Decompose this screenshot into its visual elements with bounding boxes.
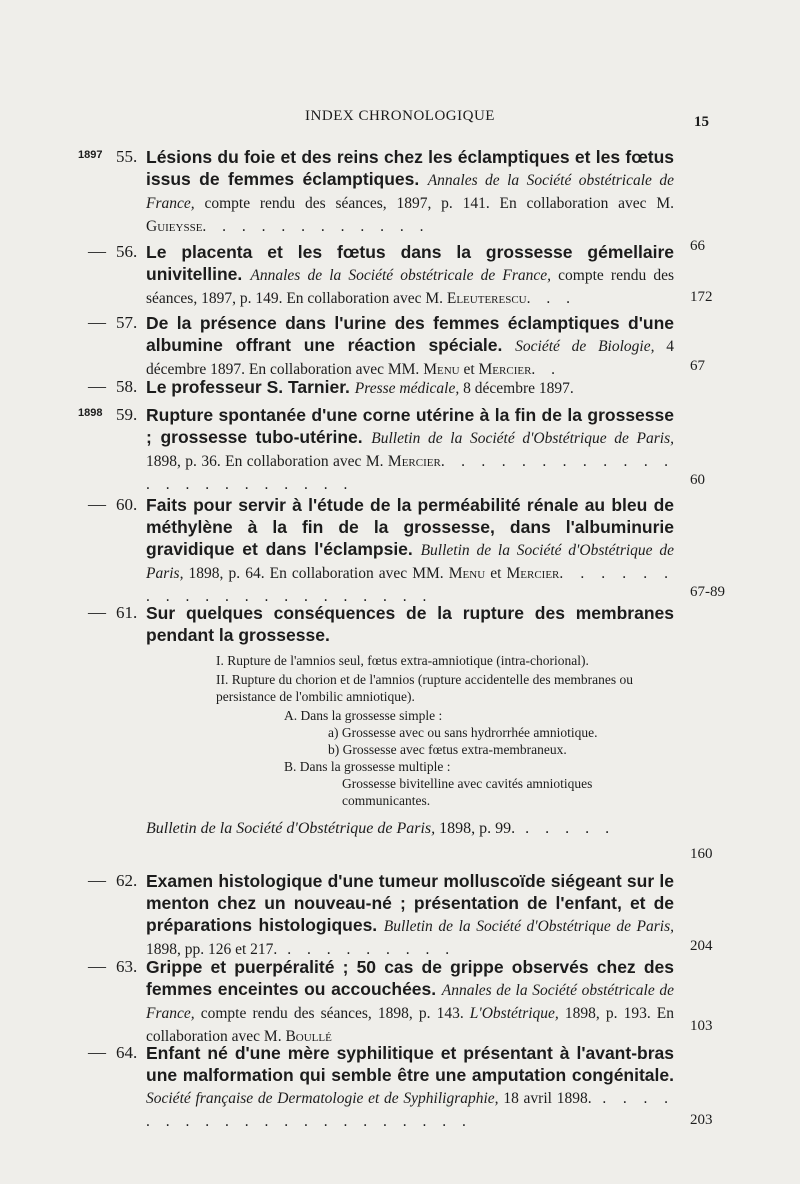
entry-journal: Bulletin de la Société d'Obstétrique de Paris,	[146, 820, 436, 837]
entry-author: Mercier	[506, 565, 560, 582]
entry-year: 1897	[78, 149, 103, 161]
book-page: INDEX CHRONOLOGIQUE 15 1897 55. Lésions du foie et des reins chez les éclamptiques et les fœtus issus de femmes éclamptiques. Annales de la Société obstétricale de France, compte rendu des séances, 1897, p. 141. En collaboration avec M. Guieysse. . . . . . . . . . . . 66 — 56. Le placenta et les fœtus dans la grossesse gémellaire univitelline. Annales de la Société obstétricale de France, compte rendu des séances, 1897, p. 149. En collaboration avec M. Eleuterescu. . . 172 — 57. De la présence dans l'urine des femmes éclamptiques d'une albumine offrant une réaction spéciale. Société de Biologie, 4 décembre 1897. En collaboration avec MM. Menu et Mercier. . 67 — 58. Le professeur S. Tarnier. Presse médicale, 8 décembre 1897. 1898 59. Rupture spontanée d'une corne utérine à la fin de la grossesse ; grossesse tubo-utérine. Bulletin de la Société d'Obstétrique de Paris, 1898, p. 36. En collaboration avec M. Mercier. . . . . . . . . . . . . . . . . . . . . . . 60 — 60. Faits pour servir à l'étude de la perméabilité rénale au bleu de méthylène à la fin de la grossesse, dans l'albuminurie gravidique et dans l'éclampsie. Bulletin de la Société d'Obstétrique de Paris, 1898, p. 64. En collaboration avec MM. Menu et Mercier. . . . . . . . . . . . . . . . . . . . . 67-89 — 61. Sur quelques conséquences de la rupture des membranes pendant la grossesse. I. Rupture de l'amnios seul, fœtus extra-amniotique (intra-chorional). II. Rupture du chorion et de l'amnios (rupture accidentelle des membranes ou persistance de l'ombilic amniotique). A. Dans la grossesse simple : a) Grossesse avec ou sans hydrorrhée amniotique. b) Grossesse avec fœtus extra-membraneux. B. Dans la grossesse multiple : Grossesse bivitelline avec cavités amniotiques communicantes. Bulletin de la Société d'Obstétrique de Paris, 1898, p. 99. . . . . . 160 — 62. Examen histologique d'une tumeur molluscoïde siégeant sur le menton chez un nouveau-né ; présentation de l'enfant, et de préparations histologiques. Bulletin de la Société d'Obstétrique de Paris, 1898, pp. 126 et 217. . . . . . . . . . 204 — 63. Grippe et puerpéralité ; 50 cas de grippe observés chez des femmes enceintes ou accouchées. Annales de la Société obstétricale de France, compte rendu des séances, 1898, p. 143. L'Obstétrique, 1898, p. 193. En collaboration avec M. Boullé 103 — 64. Enfant né d'une mère syphilitique et présentant à l'avant-bras une malformation qui semble être une amputation congénitale. Société française de Dermatologie et de Syphiligraphie, 18 avril 1898. . . . . . . . . . . . . . . . . . . . . . 203	[0, 0, 800, 1184]
outline-item-b1: Grossesse bivitelline avec cavités amniotiques communicantes.	[342, 776, 593, 808]
entry-journal: L'Obstétrique,	[469, 1005, 559, 1022]
entry-number: 63.	[116, 957, 138, 976]
entry-dash: —	[88, 956, 106, 976]
entry-journal: Société française de Dermatologie et de Syphiligraphie,	[146, 1090, 499, 1107]
entry-author: Mercier	[478, 361, 532, 378]
entry-title: Le placenta et les fœtus dans la grossesse gémellaire univitelline.	[146, 242, 674, 284]
entry-author: Mercier	[387, 453, 441, 470]
entry-page-ref: 103	[690, 1018, 713, 1034]
entry-author: Guieysse	[146, 218, 203, 235]
entry-journal: Société de Biologie,	[515, 338, 655, 355]
entry-number: 60.	[116, 495, 138, 514]
entry-journal: Bulletin de la Société d'Obstétrique de Paris,	[383, 918, 674, 935]
entry-conjunction: et	[463, 361, 475, 378]
outline-item-a2: b) Grossesse avec fœtus extra-membraneux.	[328, 742, 567, 757]
entry-dash: —	[88, 312, 106, 332]
entry-author: Menu	[448, 565, 486, 582]
entry-dash: —	[88, 241, 106, 261]
entry-page-ref: 203	[690, 1112, 713, 1128]
entry-page-ref: 66	[690, 238, 705, 254]
entry-journal: Bulletin de la Société d'Obstétrique de Paris,	[371, 430, 674, 447]
entry-number: 61.	[116, 603, 138, 622]
entry-title: De la présence dans l'urine des femmes éclamptiques d'une albumine offrant une réaction spéciale.	[146, 313, 674, 355]
entry-author: Eleuterescu	[446, 290, 527, 307]
entry-conjunction: et	[490, 565, 502, 582]
entry-journal: Annales de la Société obstétricale de France,	[250, 267, 552, 284]
entry-page-ref: 204	[690, 938, 713, 954]
entry-author: Boullé	[285, 1028, 332, 1045]
entry-year: 1898	[78, 407, 103, 419]
outline-item-i: I. Rupture de l'amnios seul, fœtus extra-amniotique (intra-chorional).	[216, 653, 589, 668]
entry-reference: 8 décembre 1897.	[463, 380, 574, 397]
entry-page-ref: 67	[690, 358, 705, 374]
entry-title: Faits pour servir à l'étude de la perméabilité rénale au bleu de méthylène à la fin de la grossesse, dans l'albuminurie gravidique et dans l'éclampsie.	[146, 495, 674, 559]
entry-reference: 1898, p. 99.	[439, 820, 516, 837]
entry-page-ref: 160	[690, 846, 713, 862]
entry-dash: —	[88, 1042, 106, 1062]
entry-title: Enfant né d'une mère syphilitique et présentant à l'avant-bras une malformation qui semble être une amputation congénitale.	[146, 1043, 674, 1085]
entry-number: 56.	[116, 242, 138, 261]
entry-journal: Annales de la Société obstétricale de France,	[146, 982, 674, 1022]
entry-number: 64.	[116, 1043, 138, 1062]
entry-number: 58.	[116, 377, 138, 396]
entry-title: Sur quelques conséquences de la rupture des membranes pendant la grossesse.	[146, 603, 674, 645]
entry-number: 59.	[116, 405, 138, 424]
entry-page-ref: 60	[690, 472, 705, 488]
outline-item-ii: II. Rupture du chorion et de l'amnios (rupture accidentelle des membranes ou persistance de l'ombilic amniotique).	[216, 672, 634, 704]
outline-item-b: B. Dans la grossesse multiple :	[284, 759, 451, 774]
entry-page-ref: 67-89	[690, 584, 725, 600]
entry-reference: compte rendu des séances, 1898, p. 143.	[200, 1005, 464, 1022]
entry-title: Grippe et puerpéralité ; 50 cas de grippe observés chez des femmes enceintes ou accouchées.	[146, 957, 674, 999]
entry-journal: Annales de la Société obstétricale de France,	[146, 172, 674, 212]
entry-dash: —	[88, 602, 106, 622]
entry-number: 62.	[116, 871, 138, 890]
entry-dash: —	[88, 494, 106, 514]
entry-number: 57.	[116, 313, 138, 332]
entry-title: Examen histologique d'une tumeur molluscoïde siégeant sur le menton chez un nouveau-né ; présentation de l'enfant, et de préparations histologiques.	[146, 871, 674, 935]
entry-journal: Bulletin de la Société d'Obstétrique de Paris,	[146, 542, 674, 582]
entry-reference: 1898, pp. 126 et 217.	[146, 941, 278, 958]
outline-item-a1: a) Grossesse avec ou sans hydrorrhée amniotique.	[328, 725, 598, 740]
running-head: INDEX CHRONOLOGIQUE	[305, 108, 495, 124]
entry-reference: 1898, p. 64. En collaboration avec MM.	[188, 565, 444, 582]
entry-reference: compte rendu des séances, 1897, p. 141. En collaboration avec M.	[204, 195, 674, 212]
page-number: 15	[694, 114, 709, 130]
entry-reference: 4 décembre 1897. En collaboration avec MM.	[146, 338, 674, 378]
entry-author: Menu	[423, 361, 460, 378]
entry-reference: compte rendu des séances, 1897, p. 149. En collaboration avec M.	[146, 267, 674, 307]
entry-dash: —	[88, 376, 106, 396]
entry-reference: 18 avril 1898.	[503, 1090, 592, 1107]
entry-reference: 1898, p. 193. En collaboration avec M.	[146, 1005, 675, 1045]
entry-title: Le professeur S. Tarnier.	[146, 377, 350, 397]
entry-title: Rupture spontanée d'une corne utérine à la fin de la grossesse ; grossesse tubo-utérine.	[146, 405, 674, 447]
entry-outline	[146, 652, 674, 809]
entry-title: Lésions du foie et des reins chez les éclamptiques et les fœtus issus de femmes éclamptiques.	[146, 147, 674, 189]
entry-page-ref: 172	[690, 289, 713, 305]
entry-reference: 1898, p. 36. En collaboration avec M.	[146, 453, 384, 470]
entry-dash: —	[88, 870, 106, 890]
outline-item-a: A. Dans la grossesse simple :	[284, 708, 443, 723]
entry-journal: Presse médicale,	[354, 380, 460, 397]
entry-number: 55.	[116, 147, 138, 166]
